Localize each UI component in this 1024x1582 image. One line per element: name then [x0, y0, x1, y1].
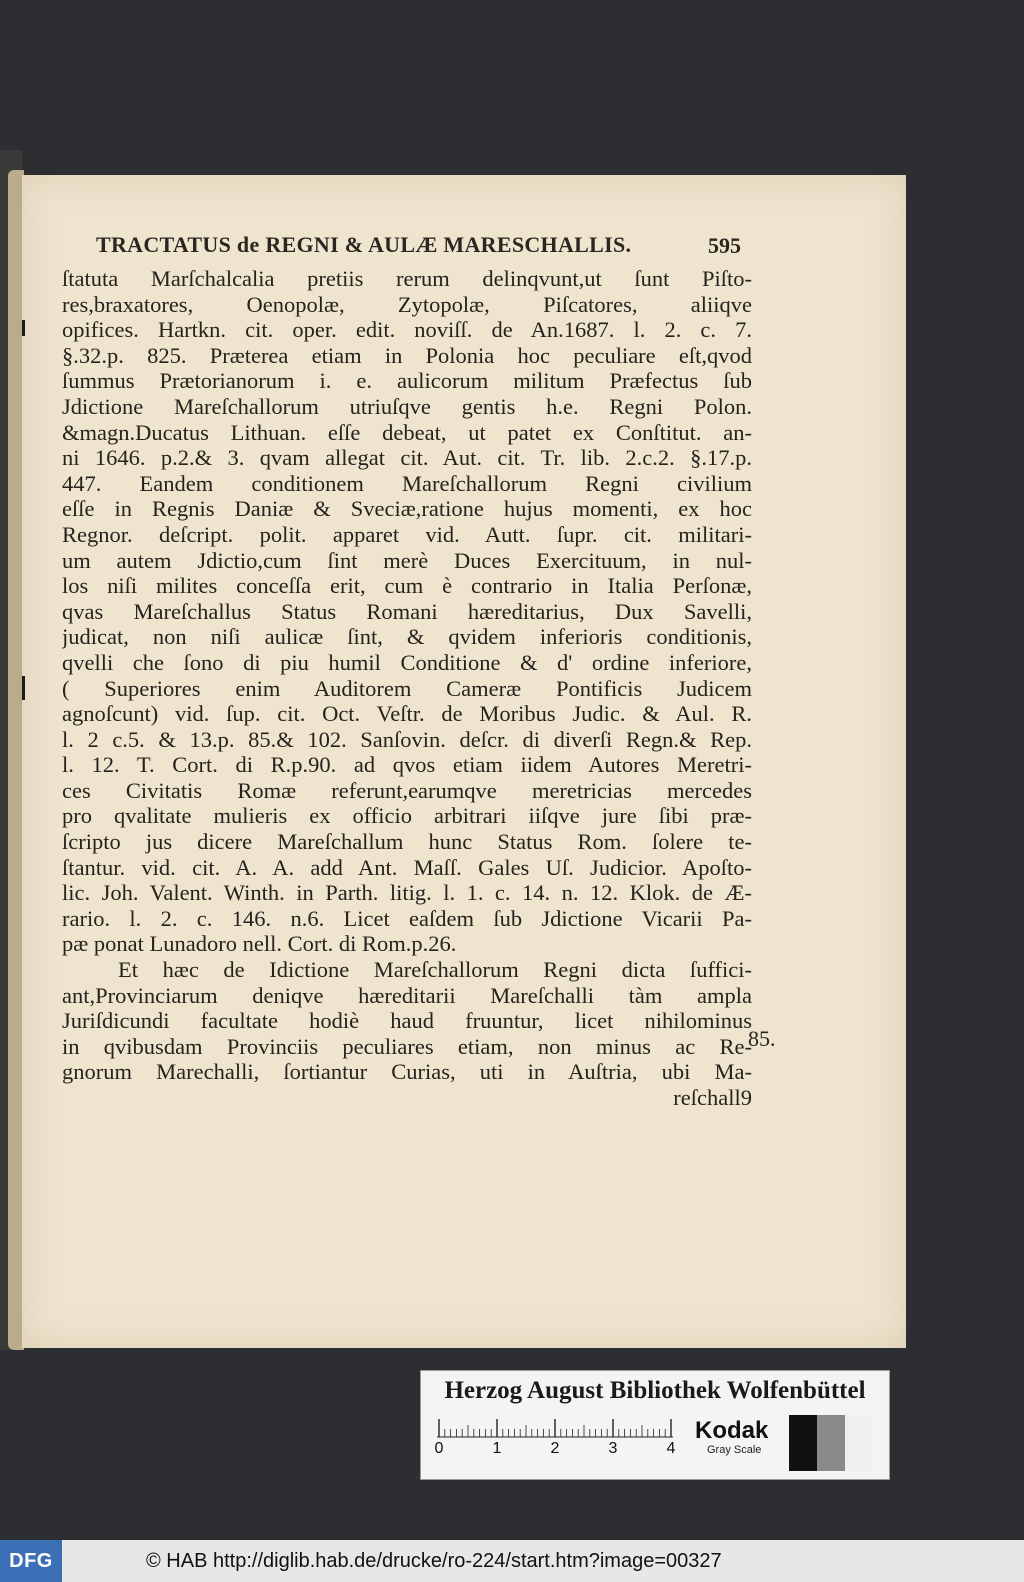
- ruler-number: 3: [608, 1440, 618, 1455]
- library-name: Herzog August Bibliothek Wolfenbüttel: [444, 1377, 866, 1404]
- text-line: ni 1646. p.2.& 3. qvam allegat cit. Aut. cit. Tr. lib. 2.c.2. §.17.p.: [62, 445, 752, 471]
- text-line: l. 12. T. Cort. di R.p.90. ad qvos etiam iidem Autores Meretri-: [62, 752, 752, 778]
- text-line: §.32.p. 825. Præterea etiam in Polonia hoc peculiare eſt,qvod: [62, 342, 752, 368]
- text-line: rario. l. 2. c. 146. n.6. Licet eaſdem ſub Jdictione Vicarii Pa-: [62, 905, 752, 931]
- text-line: ces Civitatis Romæ referunt,earumqve meretricias mercedes: [62, 777, 752, 803]
- text-line: agnoſcunt) vid. ſup. cit. Oct. Veſtr. de Moribus Judic. & Aul. R.: [62, 701, 752, 727]
- running-head: TRACTATUS de REGNI & AULÆ MARESCHALLIS.: [96, 232, 632, 257]
- text-line: lic. Joh. Valent. Winth. in Parth. litig. l. 1. c. 14. n. 12. Klok. de Æ-: [62, 880, 752, 906]
- swatch-black: [789, 1415, 817, 1471]
- text-line: um autem Jdictio,cum ſint merè Duces Exercituum, in nul-: [62, 547, 752, 573]
- text-line: los niſi milites conceſſa erit, cum è contrario in Italia Perſonæ,: [62, 573, 752, 599]
- text-line: ant,Provinciarum deniqve hæreditarii Mareſchalli tàm ampla: [62, 982, 752, 1008]
- library-label-card: [420, 1370, 890, 1480]
- ruler-number: 2: [550, 1440, 560, 1455]
- ruler-number: 1: [492, 1440, 502, 1455]
- page-number: 595: [708, 233, 741, 258]
- text-line: reſchall9: [673, 1085, 752, 1110]
- text-line: ( Superiores enim Auditorem Cameræ Pontificis Judicem: [62, 675, 752, 701]
- text-line: in qvibusdam Provinciis peculiares etiam, non minus ac Re-: [62, 1033, 752, 1059]
- text-line: &magn.Ducatus Lithuan. eſſe debeat, ut patet ex Conſtitut. an-: [62, 419, 752, 445]
- text-line: qvelli che ſono di piu humil Conditione & d' ordine inferiore,: [62, 649, 752, 675]
- swatch-gray: [817, 1415, 845, 1471]
- bleed-mark: [22, 676, 25, 700]
- body-text: [62, 266, 752, 1111]
- text-line: ſcripto jus dicere Mareſchallum hunc Status Rom. ſolere te-: [62, 829, 752, 855]
- text-line: judicat, non niſi aulicæ ſint, & qvidem inferioris conditionis,: [62, 624, 752, 650]
- copyright-credit: © HAB http://diglib.hab.de/drucke/ro-224/start.htm?image=00327: [146, 1550, 722, 1572]
- swatch-white: [845, 1415, 873, 1471]
- text-line: ſtatuta Marſchalcalia pretiis rerum delinqvunt,ut ſunt Piſto-: [62, 266, 752, 291]
- text-line: l. 2 c.5. & 13.p. 85.& 102. Sanſovin. deſcr. di diverſi Regn.& Rep.: [62, 726, 752, 752]
- dfg-logo: DFG: [0, 1540, 62, 1582]
- text-line: Et hæc de Idictione Mareſchallorum Regni dicta ſuffici-: [118, 957, 752, 983]
- margin-number: 85.: [748, 1026, 776, 1051]
- text-line: ſtantur. vid. cit. A. A. add Ant. Maſſ. Gales Uſ. Judicior. Apoſto-: [62, 854, 752, 880]
- kodak-subtitle: Gray Scale: [707, 1444, 762, 1456]
- text-line: eſſe in Regnis Daniæ & Sveciæ,ratione hujus momenti, ex hoc: [62, 496, 752, 522]
- text-line: Regnor. deſcript. polit. apparet vid. Autt. ſupr. cit. militari-: [62, 521, 752, 547]
- kodak-logo: Kodak: [695, 1417, 769, 1444]
- ruler-number: 0: [435, 1440, 444, 1455]
- text-line: res,braxatores, Oenopolæ, Zytopolæ, Piſcatores, aliiqve: [62, 291, 752, 317]
- gray-scale-swatches: [789, 1415, 873, 1471]
- text-line: opifices. Hartkn. cit. oper. edit. noviſſ. de An.1687. l. 2. c. 7.: [62, 317, 752, 343]
- text-line: Jdictione Mareſchallorum utriuſqve gentis h.e. Regni Polon.: [62, 393, 752, 419]
- text-line: Juriſdicundi facultate hodiè haud fruuntur, licet nihilominus: [62, 1008, 752, 1034]
- bleed-mark: [22, 320, 25, 336]
- text-line: 447. Eandem conditionem Mareſchallorum Regni civilium: [62, 470, 752, 496]
- text-line: pro qvalitate mulieris ex officio arbitrari iiſqve jure ſibi præ-: [62, 803, 752, 829]
- footer-bar: [0, 1540, 1024, 1582]
- ruler-number: 4: [666, 1440, 676, 1455]
- scale-ruler: [435, 1417, 685, 1455]
- text-line: gnorum Marechalli, ſortiantur Curias, uti in Auſtria, ubi Ma-: [62, 1059, 752, 1085]
- text-line: ſummus Prætorianorum i. e. aulicorum militum Præfectus ſub: [62, 368, 752, 394]
- text-line: qvas Mareſchallus Status Romani hæreditarius, Dux Savelli,: [62, 598, 752, 624]
- text-line: pæ ponat Lunadoro nell. Cort. di Rom.p.26.: [62, 931, 457, 957]
